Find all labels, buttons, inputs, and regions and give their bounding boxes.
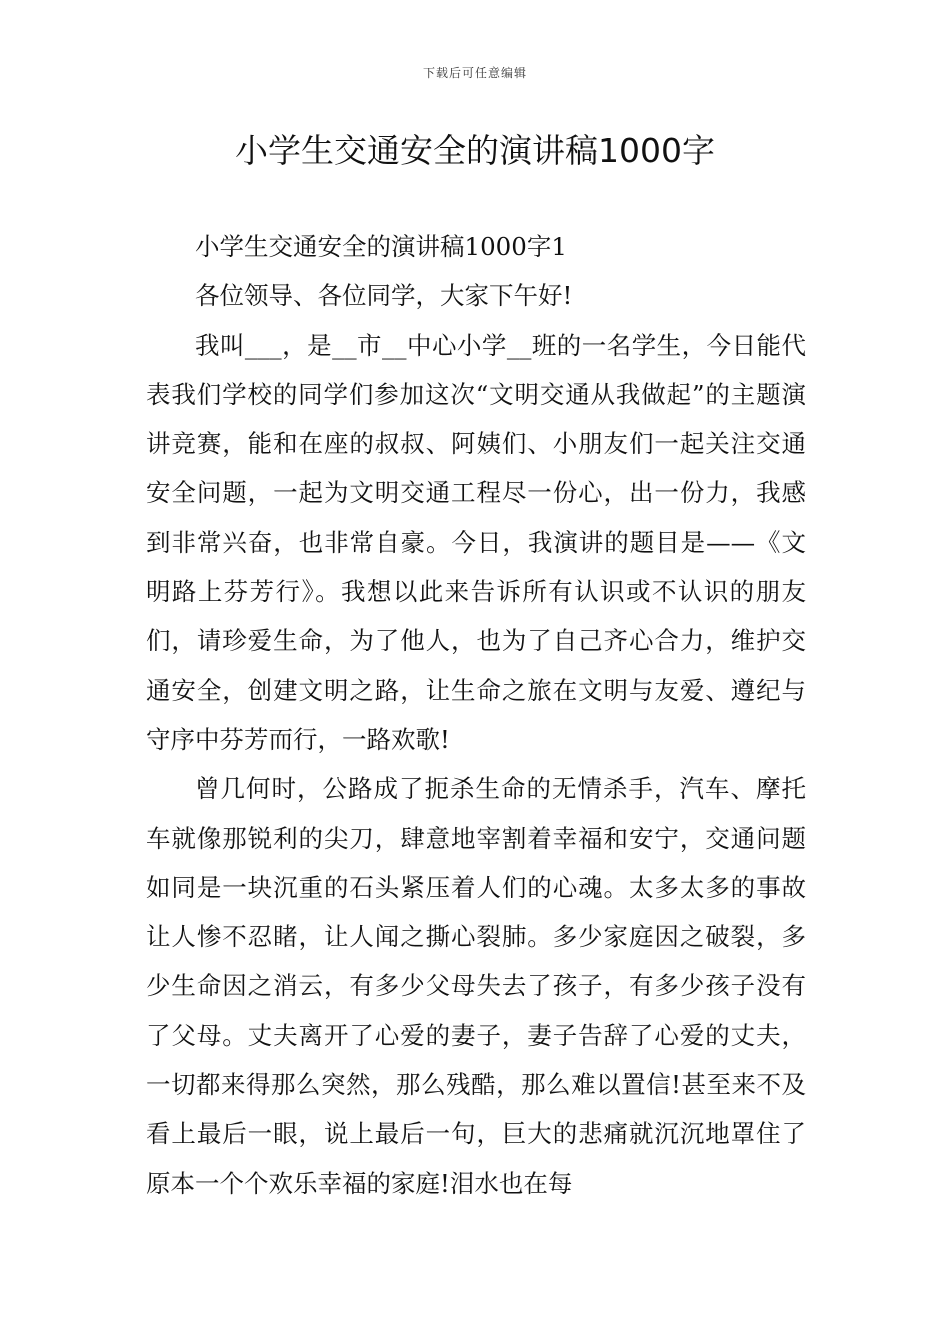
document-title: 小学生交通安全的演讲稿1000字 (235, 131, 715, 170)
document-body (146, 222, 806, 1208)
paragraph-subtitle: 小学生交通安全的演讲稿1000字1 (195, 232, 567, 261)
paragraph-introduction: 我叫___，是__市__中心小学__班的一名学生，今日能代表我们学校的同学们参加这次“文明交通从我做起”的主题演讲竞赛，能和在座的叔叔、阿姨们、小朋友们一起关注交通安全问题，一起为文明交通工程尽一份心，出一份力，我感到非常兴奋，也非常自豪。今日，我演讲的题目是——《文明路上芬芳行》。我想以此来告诉所有认识或不认识的朋友们，请珍爱生命，为了他人，也为了自己齐心合力，维护交通安全，创建文明之路，让生命之旅在文明与友爱、遵纪与守序中芬芳而行，一路欢歌! (146, 330, 806, 754)
paragraph-greeting: 各位领导、各位同学，大家下午好! (195, 281, 573, 311)
header-note: 下载后可任意编辑 (422, 66, 527, 80)
paragraph-body: 曾几何时，公路成了扼杀生命的无情杀手，汽车、摩托车就像那锐利的尖刀，肆意地宰割着幸福和安宁，交通问题如同是一块沉重的石头紧压着人们的心魂。太多太多的事故让人惨不忍睹，让人闻之撕心裂肺。多少家庭因之破裂，多少生命因之消云，有多少父母失去了孩子，有多少孩子没有了父母。丈夫离开了心爱的妻子，妻子告辞了心爱的丈夫，一切都来得那么突然，那么残酷，那么难以置信!甚至来不及看上最后一眼，说上最后一句，巨大的悲痛就沉沉地罩住了原本一个个欢乐幸福的家庭!泪水也在每 (146, 774, 806, 1198)
